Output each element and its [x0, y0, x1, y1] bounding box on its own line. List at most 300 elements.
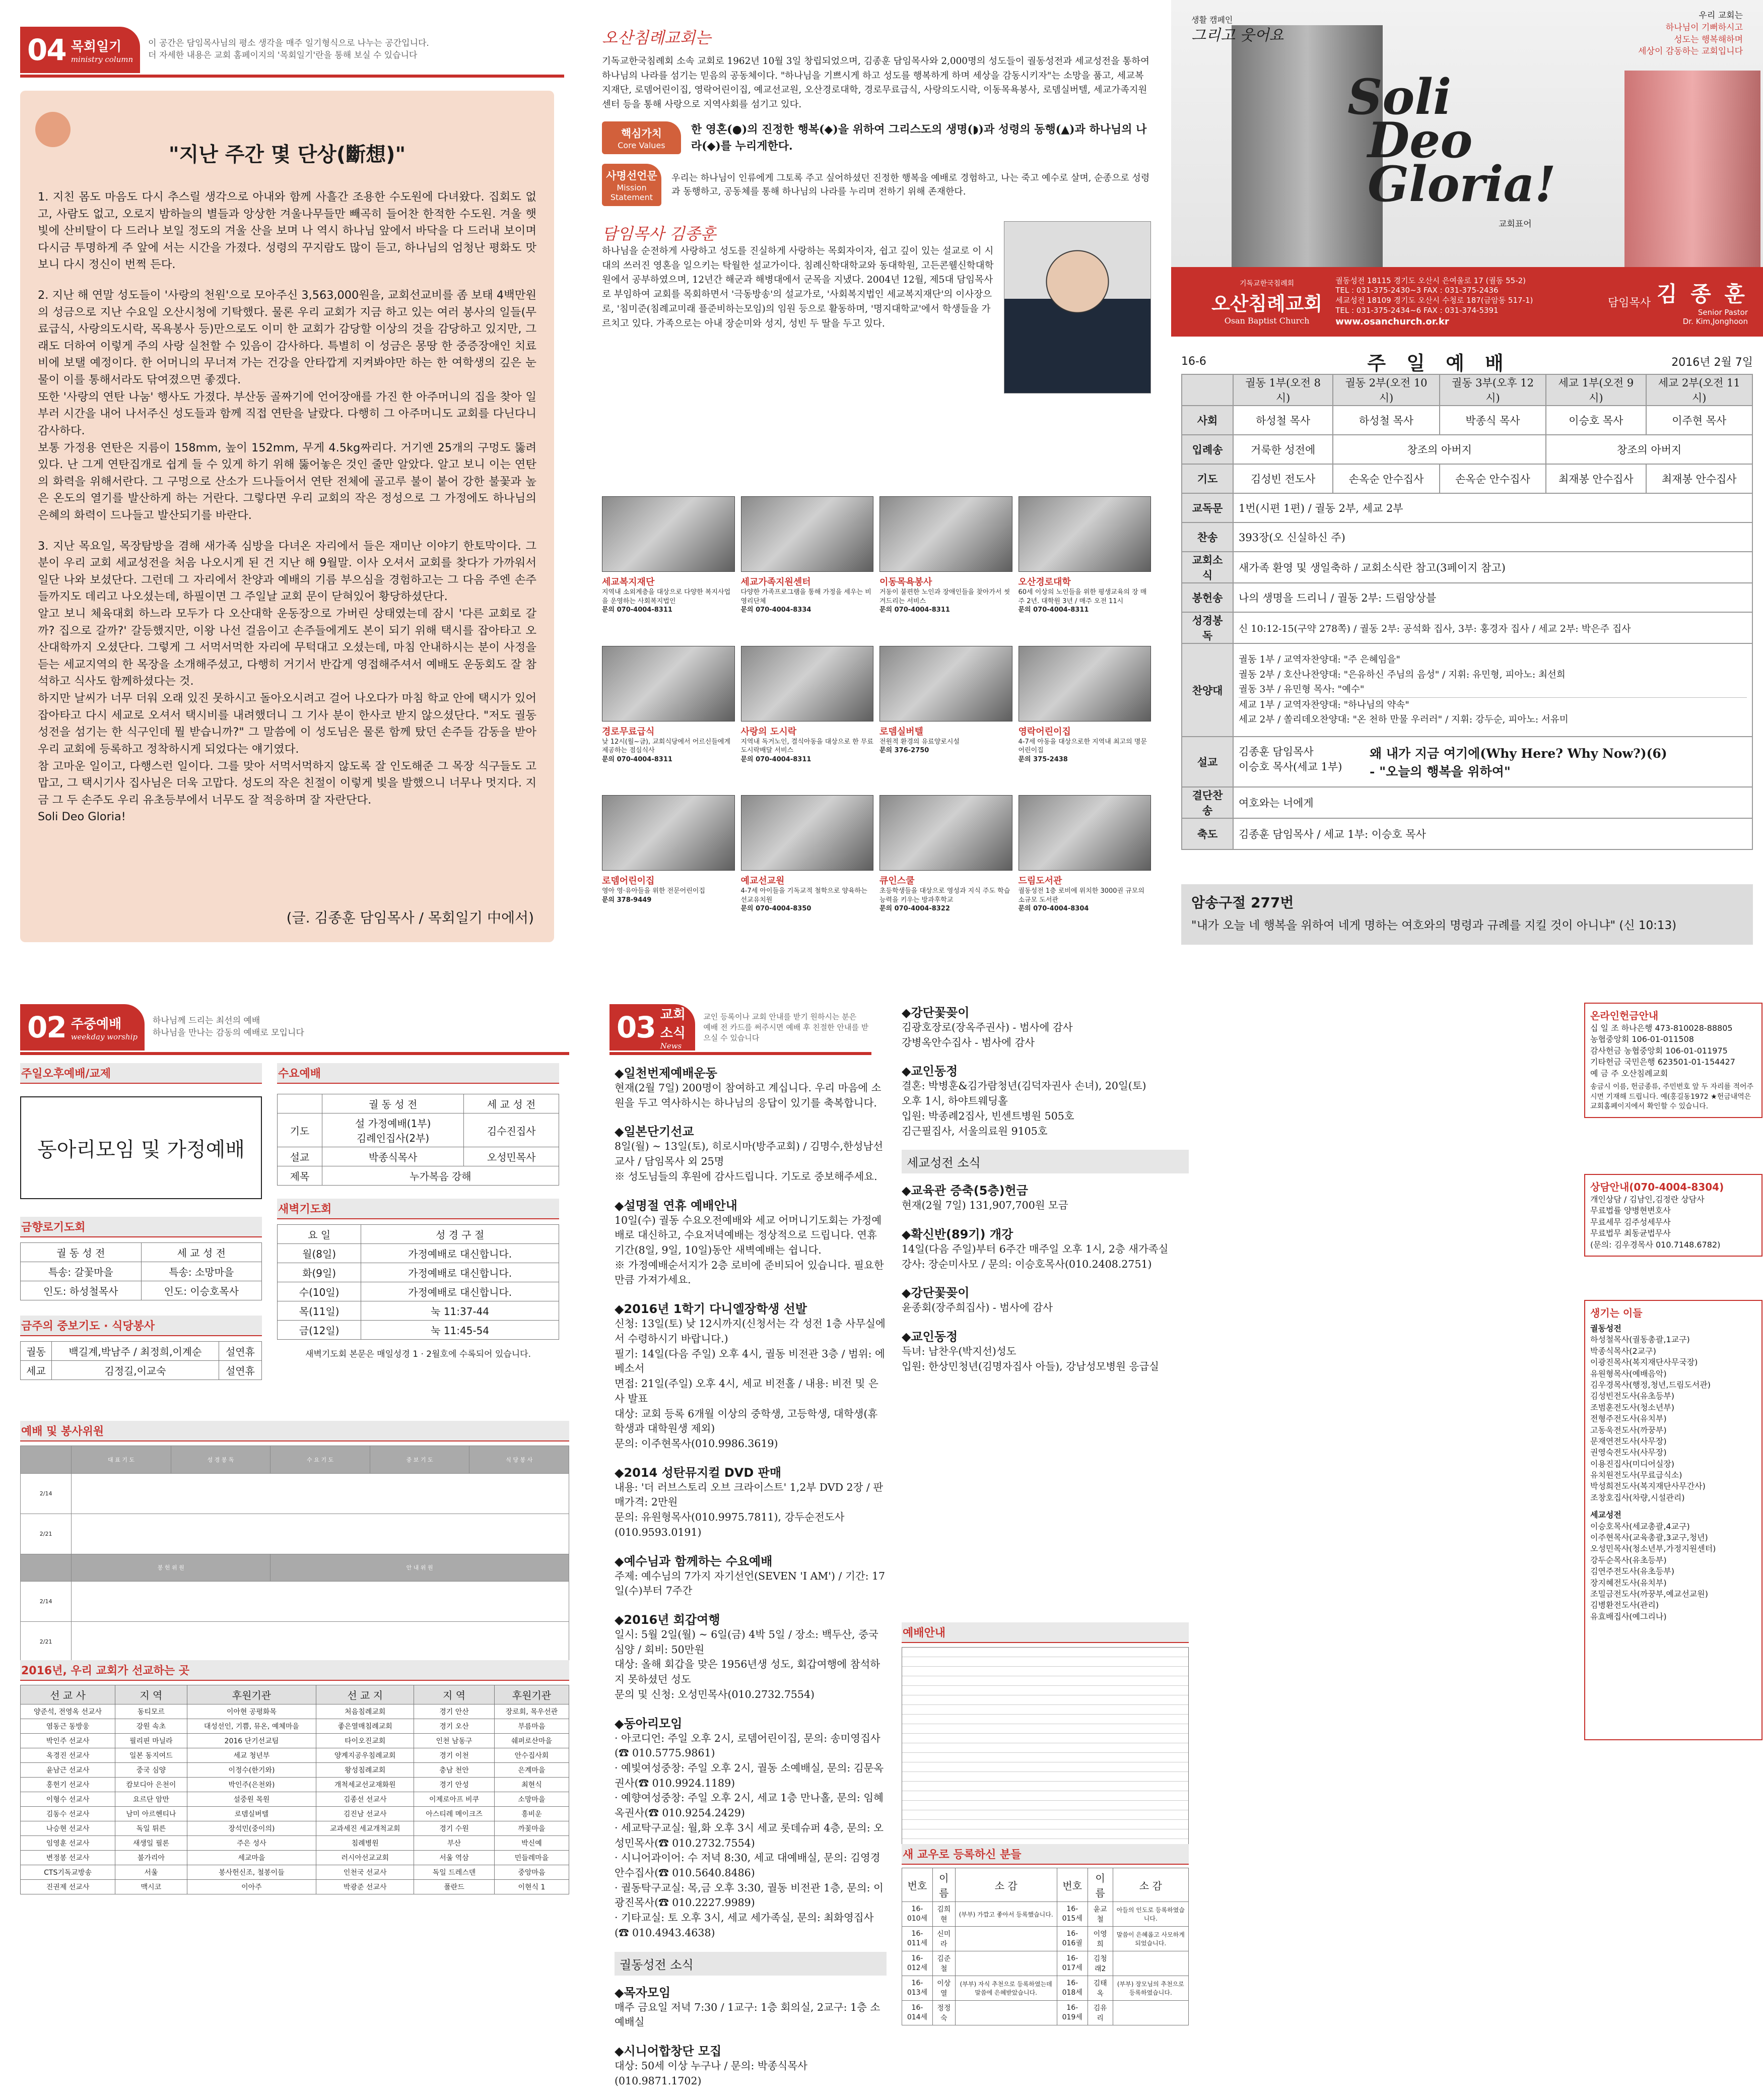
section-description	[153, 1015, 304, 1039]
cell: 16-011세	[902, 1927, 933, 1951]
cell: 화(9일)	[278, 1263, 361, 1282]
cell: 16-015세	[1057, 1902, 1088, 1927]
cell: 경기 이천	[414, 1748, 495, 1763]
col-header: 중 보 기 도	[370, 1446, 469, 1474]
news-body: 득녀: 남찬우(박지선)성도 입원: 한상민청년(김명자집사 아들), 강남성모병원 응급실	[902, 1345, 1159, 1372]
cell: 신미라	[932, 1927, 955, 1951]
staff-item: 박종식목사(2교구)	[1590, 1346, 1656, 1356]
desc-line: 이 공간은 담임목사님의 평소 생각을 매주 일기형식으로 나누는 공간입니다.	[148, 38, 429, 49]
cell: 주은 성사	[187, 1836, 316, 1851]
ministry-tel: 문의 070-4004-8311	[740, 755, 811, 763]
col-header: 궐 동 성 전	[21, 1243, 142, 1262]
cell: 특송: 갈꽃마을	[21, 1262, 142, 1281]
cell: 여호와는 너에게	[1233, 787, 1752, 818]
table-row	[902, 1976, 1189, 2001]
staff-item: 김병환전도사(관리)	[1590, 1600, 1659, 1610]
ministry-name: 오산경로대학	[1018, 577, 1071, 587]
cell: 윤교철	[1088, 1902, 1113, 1927]
cell: 독일 드레스덴	[414, 1865, 495, 1880]
section-heading: 예배 및 봉사위원	[20, 1421, 569, 1441]
cell: 16-014세	[902, 2001, 933, 2025]
staff-item: 유효배집사(예그리나)	[1590, 1611, 1667, 1621]
col-header: 성 경 구 절	[361, 1225, 559, 1244]
ministry-desc: 지역내 독거노인, 결식아동을 대상으로 한 무료 도시락배달 서비스	[740, 738, 873, 755]
cell: 목(11일)	[278, 1301, 361, 1321]
row-label: 기도	[278, 1113, 322, 1147]
ministry-card	[741, 496, 874, 641]
cell: 이아주	[187, 1880, 316, 1894]
news-item	[615, 1122, 887, 1184]
news-heading: ◆설명절 연휴 예배안내	[615, 1198, 737, 1213]
preacher: 이승호 목사(세교 1부)	[1239, 761, 1342, 773]
cell	[72, 1473, 569, 1514]
section-header	[20, 25, 564, 78]
choir-line: 궐동 2부 / 호산나찬양대: "은유하신 주님의 음성" / 지휘: 유민형, 피아노: 최선희	[1239, 669, 1566, 680]
table-row	[21, 1792, 569, 1807]
cell: 세교마을	[187, 1851, 316, 1865]
worship-header	[1181, 348, 1753, 375]
ministry-card	[741, 795, 874, 940]
cell: 은계마을	[494, 1763, 569, 1778]
cell: 김성빈 전도사	[1233, 464, 1333, 493]
cell: 손옥순 안수집사	[1333, 464, 1439, 493]
staff-group: 궐동성전	[1590, 1324, 1621, 1333]
cell: 손옥순 안수집사	[1440, 464, 1546, 493]
column-paragraph: 1. 지친 몸도 마음도 다시 추스릴 생각으로 아내와 함께 사흘간 조용한 수도원에 다녀왔다. 집회도 없고, 사람도 없고, 오로지 밤하늘의 별들과 앙상한 겨울나무들만 빼곡히 들어찬 한적한 수도원. 겨울 햇빛에 산비탈이 다 드러나 보일 정도의 겨울 산을 보며 나 역시 하나님 앞에서 바닥을 다 드러내 보이며 다시금 투명하게 주 앞에 서는 시간을 가졌다. 성령의 꾸지람도 많이 듣고, 하나님의 엄청난 평화도 맛보니 다시 정신이 번쩍 든다.	[38, 190, 536, 272]
news-item	[902, 1061, 1189, 1139]
service-col: 궐동 2부(오전 10시)	[1333, 374, 1439, 406]
ministry-tel: 문의 070-4004-8304	[1018, 905, 1089, 913]
staff-item: 김우경목사(행정,청년,드림도서관)	[1590, 1380, 1711, 1390]
motto-line: 세상이 감동하는 교회입니다	[1638, 46, 1743, 57]
ministry-photo	[1019, 496, 1151, 572]
staff-item: 유원형목사(예배음악)	[1590, 1368, 1667, 1379]
verse-text: "내가 오늘 네 행복을 위하여 네게 명하는 여호와의 명령과 규례를 지킬 것이 아니냐" (신 10:13)	[1191, 919, 1677, 932]
news-body: · 아코디언: 주일 오후 2시, 로뎀어린이집, 문의: 송미영집사(☎ 010.5775.9861) · 예빛여성중창: 주일 오후 2시, 궐동 소예배실, 문의: 김문옥권사(☎ 010.9924.1189) · 예향여성중창: 주일 오후 2시, 세교 1층 만나홀, 문의: 임혜옥권사(☎ 010.9254.2429) · 세교탁구교실: 월,화 오후 3시 세교 롯데슈퍼 4층, 문의: 오성민목사(☎ 010.2732.7554) · 시니어과이어: 수 저녁 8:30, 세교 대예배실, 문의: 김영경안수집사(☎ 010.5640.8486) · 궐동탁구교실: 목,금 오후 3:30, 궐동 비전관 1층, 문의: 이광진목사(☎ 010.2227.9989) · 기타교실: 토 오후 3시, 세교 세가족실, 문의: 최화영집사(☎ 010.4943.4638)	[615, 1732, 884, 1939]
ministry-name: 큐인스쿨	[879, 876, 915, 887]
cell: 이제로아프 비쿠	[414, 1792, 495, 1807]
section-heading: 2016년, 우리 교회가 선교하는 곳	[20, 1660, 569, 1681]
cell: 금(12일)	[278, 1321, 361, 1340]
col-header: 대 표 기 도	[72, 1446, 171, 1474]
cell: 요르단 암만	[115, 1792, 187, 1807]
dawn-prayer-table	[277, 1224, 559, 1340]
col-header: 소 감	[955, 1868, 1057, 1902]
col-header: 지 역	[115, 1685, 187, 1704]
col-header: 이름	[1088, 1868, 1113, 1902]
sermon-title: 왜 내가 지금 여기에(Why Here? Why Now?)(6)	[1370, 746, 1667, 761]
ministry-name: 예교선교원	[740, 876, 785, 887]
desc-line: 교인 등록이나 교회 안내를 받기 원하시는 분은	[703, 1012, 857, 1021]
staff-box	[1584, 1300, 1762, 1740]
cell: 가정예배로 대신합니다.	[361, 1282, 559, 1301]
staff-item: 유치원전도사(무료급식소)	[1590, 1470, 1682, 1480]
news-heading: ◆강단꽃꽂이	[902, 1286, 970, 1300]
cell: 장석민(중이의)	[187, 1821, 316, 1836]
table-row	[902, 1902, 1189, 1927]
cell: 부산	[414, 1836, 495, 1851]
news-item	[615, 2041, 887, 2088]
bulletin-date: 2016년 2월 7일	[1671, 356, 1753, 369]
section-description	[703, 1012, 871, 1043]
schedule-grid	[902, 1647, 1189, 1850]
ministry-desc: 궐동성전 1층 로비에 위치한 3000권 규모의 소규모 도서관	[1018, 887, 1144, 904]
staff-item: 박성희전도사(복지재단사무간사)	[1590, 1481, 1706, 1491]
ministry-name: 로뎀어린이집	[602, 876, 655, 887]
news-body: 14일(다음 주일)부터 6주간 매주일 오후 1시, 2층 새가족실 강사: 장순미사모 / 문의: 이승호목사(010.2408.2751)	[902, 1243, 1169, 1270]
section-number: 02	[27, 1010, 66, 1044]
cell: 봉사헌신조, 철봉이들	[187, 1865, 316, 1880]
staff-item: 강두순목사(유초등부)	[1590, 1555, 1667, 1565]
section-title: 주중예배	[71, 1016, 122, 1032]
cell: 세교 청년부	[187, 1748, 316, 1763]
column-paragraph: 3. 지난 목요일, 목장탐방을 겸해 새가족 심방을 다녀온 자리에서 들은 재미난 이야기 한토막이다. 그분이 우리 교회 세교성전을 처음 나오시게 된 건 지난 해 9월말. 이사 오셔서 교회를 찾다가 가까워서 일단 나와 보셨단다. 그런데 그 자리에서 찬양과 예배의 기름 부으심을 경험하고는 그 다음 주엔 손주들까지도 데리고 나오셨는데, 하필이면 그 주일날 교회 문이 닫혀있어 황당하셨단다. 알고 보니 체육대회 하느라 모두가 다 오산대학 운동장으로 가버린 상태였는데 잠시 '다른 교회로 갈까? 집으로 갈까?' 갈등했지만, 이왕 나선 걸음이고 손주들에게도 본이 되기 위해 택시를 잡아타고 오산대학까지 오셨단다. 그렇게 그 서먹서먹한 자리에 무턱대고 오셨는데, 마침 안내하시는 분이 사정을 듣는 세교지역의 한 목장을 소개해주셨고, 다행히 거기서 반갑게 영접해주셔서 예배도 운동회도 잘 참석하고 식사도 함께하셨다는 것. 하지만 날씨가 너무 더워 오래 있진 못하시고 돌아오시려고 걸어 나오다가 마침 학교 안에 택시가 있어 잡아타고 다시 세교로 오셔서 택시비를 내려했더니 그 기사 분이 한사코 받지 않으셨단다. "저도 궐동성전을 섬기는 한 식구인데 뭘 받습니까?" 그 말씀에 이 성도님은 물론 함께 탔던 손주들 감동을 받아 우리 교회에 등록하고 정착하시게 되었다는 얘기였다. 참 고마운 일이고, 다행스런 일이다. 그를 맞아 서먹서먹하지 않도록 잘 인도해준 그 목장 식구들도 고맙고, 그 택시기사 집사님은 더욱 고맙다. 성도의 작은 친절이 이렇게 빛을 발했으니 너무나 멋지다. 지금 그 두 손주도 우리 유초등부에서 너무도 잘 적응하며 잘 자란단다. Soli Deo Gloria!	[38, 539, 536, 824]
date-cell: 2/14	[21, 1582, 72, 1622]
col-header: 후원기관	[187, 1685, 316, 1704]
cell: 2016 단기선교팀	[187, 1734, 316, 1748]
cell: 경기 수원	[414, 1821, 495, 1836]
ministry-desc: 60세 이상의 노인들을 위한 평생교육의 장 매주 2년. 대학원 3년 / 매주 오전 11시	[1018, 588, 1147, 605]
column-body	[38, 189, 536, 839]
table-row	[21, 1880, 569, 1894]
section-heading: 수요예배	[277, 1063, 559, 1084]
column-signature: (글. 김종훈 담임목사 / 목회일기 中에서)	[286, 909, 534, 926]
row-label: 교독문	[1182, 493, 1233, 522]
denomination: 기독교한국침례회	[1240, 280, 1295, 288]
section-heading: 예배안내	[902, 1622, 1189, 1643]
news-heading: ◆확신반(89기) 개강	[902, 1227, 1013, 1242]
staff-item: 하성철목사(궐동총괄,1교구)	[1590, 1335, 1690, 1345]
row-label: 성경봉독	[1182, 612, 1233, 643]
date-cell: 2/14	[21, 1473, 72, 1514]
cell: 백길계,박남주 / 최정희,이계순	[51, 1342, 219, 1361]
news-heading: ◆2014 성탄뮤지컬 DVD 판매	[615, 1465, 782, 1480]
staff-item: 이용진집사(미디어실장)	[1590, 1459, 1675, 1469]
desc-line: 더 자세한 내용은 교회 홈페이지의 '목회일기'란을 통해 보실 수 있습니다	[148, 50, 418, 60]
cell: 침례병원	[316, 1836, 414, 1851]
ministry-name: 이동목욕봉사	[879, 577, 932, 587]
ministry-desc: 거동이 불편한 노인과 장애인들을 찾아가서 씻겨드리는 서비스	[879, 588, 1010, 605]
ministry-photo	[602, 646, 735, 721]
news-body: 김광호장로(장옥주권사) - 범사에 감사 강병옥안수집사 - 범사에 감사	[902, 1021, 1073, 1048]
info-line: 개인상담 / 김남인,김정란 상담사	[1590, 1195, 1705, 1204]
news-item	[902, 1180, 1189, 1213]
issue-number: 16-6	[1181, 355, 1206, 368]
ministry-desc: 영아 영·유아들을 위한 전문어린이집	[602, 887, 705, 895]
table-row	[902, 1927, 1189, 1951]
col-header: 번호	[902, 1868, 933, 1902]
info-line: 무료법률 양병현변호사	[1590, 1206, 1671, 1216]
section-title: 목회일기	[71, 39, 122, 54]
staff-item: 김연주전도사(유초등부)	[1590, 1566, 1675, 1577]
ministry-desc: 다양한 가족프로그램을 통해 가정을 세우는 비영리단체	[740, 588, 871, 605]
worship-title: 주 일 예 배	[1367, 352, 1511, 374]
date-cell: 2/21	[21, 1622, 72, 1662]
motto-line: 성도는 행복해하며	[1674, 34, 1743, 45]
row-label: 축도	[1182, 818, 1233, 849]
info-note: 송금시 이름, 헌금종류, 주민번호 앞 두 자리를 적어주시면 기재해 드립니다. 예(홍길동1972 ★헌금내역은 교회홈페이지에서 확인할 수 있습니다.	[1590, 1082, 1754, 1111]
news-heading: ◆2016년 회갑여행	[615, 1612, 720, 1627]
core-values-tag	[602, 121, 681, 154]
section-subtitle: News	[660, 1041, 682, 1051]
info-line: 농협중앙회 106-01-011508	[1590, 1034, 1694, 1044]
choir-line: 세교 2부 / 쏠리데오찬양대: "온 천하 만물 우러러" / 지휘: 강두순, 피아노: 서유미	[1239, 714, 1569, 726]
table-row	[21, 1763, 569, 1778]
motto-word: Deo	[1368, 112, 1473, 169]
news-heading: ◆교인동정	[902, 1064, 958, 1079]
row-label: 봉헌송	[1182, 583, 1233, 612]
choir-cell	[1233, 643, 1752, 737]
pastor-title: 담임목사 김종훈	[602, 224, 716, 243]
cell: 김종선 선교사	[316, 1792, 414, 1807]
news-body: 내용: '더 러브스토리 오브 크라이스트' 1,2부 DVD 2장 / 판매가격: 2만원 문의: 유원형목사(010.9975.7811), 강두순전도사(010.9593.0191)	[615, 1481, 884, 1538]
news-item	[615, 1983, 887, 2030]
choir-line: 세교 1부 / 교역자찬양대: "하나님의 약속"	[1239, 697, 1747, 713]
cell: 궐동	[21, 1342, 52, 1361]
ministry-name: 경로무료급식	[602, 726, 655, 737]
staff-item: 김성빈전도사(유초등부)	[1590, 1391, 1675, 1401]
website-link[interactable]: www.osanchurch.or.kr	[1335, 316, 1449, 327]
address-line: 궐동성전 18115 경기도 오산시 은여울로 17 (궐동 55-2)	[1335, 276, 1526, 285]
cell: 로뎀실버텔	[187, 1807, 316, 1821]
cell: 이영희	[1088, 1927, 1113, 1951]
cell: 이주현 목사	[1646, 406, 1753, 435]
news-heading: ◆목자모임	[615, 1985, 671, 2000]
weekday-worship-page	[20, 1003, 569, 1935]
tag-en: Core Values	[618, 141, 665, 151]
ministry-name: 로뎀실버텔	[879, 726, 923, 737]
cell: 16-017세	[1057, 1951, 1088, 1976]
cell: 아스티레 메이크즈	[414, 1807, 495, 1821]
cell: 16-019세	[1057, 2001, 1088, 2025]
cell: 거룩한 성전에	[1233, 435, 1333, 464]
ministry-card	[602, 646, 735, 791]
column-box	[20, 91, 554, 942]
counsel-info	[1584, 1174, 1762, 1257]
table-row	[21, 1778, 569, 1792]
ministry-photo	[602, 795, 735, 871]
corner-cell	[1182, 374, 1233, 406]
section-number: 03	[617, 1010, 655, 1044]
cell: 설연휴	[219, 1342, 261, 1361]
news-page	[609, 1003, 1194, 2087]
cell: 인도: 하성철목사	[21, 1281, 142, 1300]
ministry-desc: 4-7세 아동을 대상으로한 지역내 최고의 명문 어린이집	[1018, 738, 1147, 755]
worship-schedule	[902, 1622, 1189, 1850]
row-label: 입례송	[1182, 435, 1233, 464]
cell: 장로회, 목우선관	[494, 1704, 569, 1719]
ministry-tel: 문의 070-4004-8311	[879, 606, 950, 614]
news-heading: ◆강단꽃꽂이	[902, 1006, 970, 1020]
ministry-card	[879, 496, 1012, 641]
ministry-tel: 문의 378-9449	[602, 896, 652, 904]
date-cell: 2/21	[21, 1514, 72, 1554]
news-item	[902, 1283, 1189, 1316]
cell: 윤남근 선교사	[21, 1763, 115, 1778]
cell: 맥시코	[115, 1880, 187, 1894]
column-page	[20, 25, 564, 947]
section-number: 04	[27, 33, 66, 67]
ministry-card	[602, 496, 735, 641]
tag-ko: 사명선언문	[606, 169, 657, 182]
cell: 나승현 선교사	[21, 1821, 115, 1836]
cell: 옥경진 선교사	[21, 1748, 115, 1763]
ministry-name: 사랑의 도시락	[740, 726, 797, 737]
cell: 동티모르	[115, 1704, 187, 1719]
pastor-label: 담임목사	[1608, 296, 1651, 309]
staff-item: 이주현목사(교육총괄,3교구,청년)	[1590, 1533, 1708, 1543]
box-heading: 생기는 이들	[1590, 1307, 1643, 1319]
pastor-title-en: Senior Pastor	[1698, 308, 1748, 317]
cell: 김희현	[932, 1902, 955, 1927]
cell: 충남 천안	[414, 1763, 495, 1778]
core-values-text: 한 영혼(●)의 진정한 행복(◆)을 위하여 그리스도의 생명(◗)과 성령의 동행(▲)과 하나님의 나라(◆)를 누리게한다.	[691, 122, 1147, 153]
section-title: 교회소식	[660, 1007, 686, 1041]
table-row	[21, 1734, 569, 1748]
cell: 민들레마을	[494, 1851, 569, 1865]
section-header	[609, 1003, 871, 1055]
row-label: 교회소식	[1182, 552, 1233, 583]
cell: 이형수 선교사	[21, 1792, 115, 1807]
cell: 수(10일)	[278, 1282, 361, 1301]
ministry-name: 세교복지재단	[602, 577, 655, 587]
section-header	[20, 1003, 569, 1055]
cell: 진권제 선교사	[21, 1880, 115, 1894]
row-label: 설교	[278, 1147, 322, 1166]
section-description	[148, 38, 429, 62]
cell: 양준석, 전영옥 선교사	[21, 1704, 115, 1719]
motto-line: 하나님이 기뻐하시고	[1665, 22, 1743, 33]
col-header: 세 교 성 전	[464, 1094, 559, 1113]
section-badge	[20, 1004, 145, 1051]
column-paragraph: 2. 지난 해 연말 성도들이 '사랑의 천원'으로 모아주신 3,563,000원을, 교회선교비를 좀 보태 4백만원의 성금으로 지난 수요일 오산시청에 기탁했다. 물론 우리 교회가 지금 하고 있는 여러 봉사의 일들(무료급식, 사랑의도시락, 목욕봉사 등)만으로도 이미 한 교회가 감당할 이상의 것을 감당하고 있지만, 그래도 더하여 이렇게 주의 사랑 실천할 수 있음이 감사하다. 특별히 이 성금은 몽땅 한 중증장애인 치료비에 보탤 예정이다. 한 어머니의 무너져 가는 건강을 안타깝게 지켜봐야만 하는 한 여학생의 깊은 눈물이 이를 통해서라도 닦여졌으면 좋겠다. 또한 '사랑의 연탄 나눔' 행사도 가졌다. 부산동 골짜기에 언어장애를 가진 한 아주머니의 집을 찾아 일부러 시간을 내어 나서주신 성도들과 함께 직접 연탄을 날랐다. 다행히 그 아주머니도 교회를 다닌다니 감사하다. 보통 가정용 연탄은 지름이 158mm, 높이 152mm, 무게 4.5kg짜리다. 거기엔 25개의 구멍도 뚫려있다. 난 그게 연탄집개로 쉽게 들 수 있게 하기 위해 뚫어놓은 것인 줄만 알았다. 알고 보니 이는 연탄의 화력을 위해서란다. 그 구멍으로 산소가 드나들어서 연탄 전체에 골고루 불이 붙어 강한 불꽃과 높은 온도의 열기를 발산하게 하는 거란다. 그렇다면 우리 교회의 작은 정성으로 그 가정에도 하나님의 은혜의 화력이 드나들고 발산되기를 바란다.	[38, 289, 536, 522]
helper-table	[20, 1341, 262, 1380]
column-title: "지난 주간 몇 단상(斷想)"	[168, 143, 406, 166]
ministry-card	[741, 646, 874, 791]
cover-page	[1171, 0, 1763, 947]
row-label: 기도	[1182, 464, 1233, 493]
section-heading: 금주의 중보기도 · 식당봉사	[20, 1316, 262, 1336]
cell: 16-016궐	[1057, 1927, 1088, 1951]
cell	[72, 1514, 569, 1554]
section-heading: 새 교우로 등록하신 분들	[902, 1844, 1189, 1865]
cell	[955, 1927, 1057, 1951]
sunday-pm-box: 동아리모임 및 가정예배	[20, 1096, 262, 1199]
sidebar-page	[1206, 1003, 1754, 1935]
news-heading: ◆시니어합창단 모집	[615, 2044, 722, 2059]
ministry-tel: 문의 070-4004-8322	[879, 905, 950, 913]
pastor-info	[1608, 278, 1748, 326]
cell: (부부) 가깝고 좋아서 등록했습니다.	[955, 1902, 1057, 1927]
cell: 하성철 목사	[1333, 406, 1439, 435]
cell: 16-010세	[902, 1902, 933, 1927]
col-header: 세 교 성 전	[141, 1243, 262, 1262]
pastor-bio: 하나님을 순전하게 사랑하고 성도를 진실하게 사랑하는 목회자이자, 쉽고 깊이 있는 설교로 이 시대의 쓰러진 영혼을 일으키는 탁월한 설교가이다. 침례신학대학교와 동대학원, 고든콘웰신학대학원에서 공부하였으며, 12년간 해군과 해병대에서 군목을 지냈다. 2004년 12월, 제5대 담임목사로 부임하여 교회를 목회하면서 '극동방송'의 설교가로, '사회복지법인 세교복지재단'의 이사장으로, '침미준(침례교미래 플준비하는모임)의 임원 등으로 활동하며, '명지대학교'에서 학생들을 가르치고 있다. 가족으로는 아내 장순미와 성지, 성빈 두 딸을 두고 있다.	[602, 245, 994, 329]
ministry-tel: 문의 070-4004-8334	[740, 606, 811, 614]
church-name-en: Osan Baptist Church	[1224, 316, 1310, 325]
col-header: 번호	[1057, 1868, 1088, 1902]
campaign-small: 생활 캠페인	[1191, 15, 1233, 25]
pastor-section	[602, 221, 1151, 387]
mission-text: 우리는 하나님이 인류에게 그토록 주고 싶어하셨던 진정한 행복을 예배로 경험하고, 나는 죽고 예수로 살며, 순종으로 성령과 동행하고, 공동체를 통해 하나님의 나라를 누리며 전하기 위해 존재한다.	[671, 172, 1150, 197]
choir-line: 궐동 1부 / 교역자찬양대: "주 은혜임을"	[1239, 654, 1400, 666]
ministry-photo	[741, 496, 874, 572]
cell: 세교	[21, 1361, 52, 1380]
cell: 김준철	[932, 1951, 955, 1976]
cell: 박인주(은천와)	[187, 1778, 316, 1792]
memory-verse	[1181, 884, 1753, 945]
cell: 일본 동지여드	[115, 1748, 187, 1763]
cell	[72, 1582, 569, 1622]
campus-band: 세교성전 소식	[902, 1150, 1189, 1173]
cell: 이아현 공평화목	[187, 1704, 316, 1719]
cell: 김유리	[1088, 2001, 1113, 2025]
cell: 오성민목사	[464, 1147, 559, 1166]
friday-prayer-table	[20, 1242, 262, 1300]
intro-text: 기독교한국침례회 소속 교회로 1962년 10월 3일 창립되었으며, 김종훈 담임목사와 2,000명의 성도들이 궐동성전과 세교성전을 통하여 하나님의 나라를 섬기는 믿음의 공동체이다. "하나님을 기쁘시게 하고 성도를 행복하게 하며 세상을 감동시키자"는 소망을 품고, 세교복지재단, 로뎀어린이집, 영락어린이집, 예교선교원, 오산경로대학, 경로무료급식, 사랑의도시락, 이동목욕봉사, 로뎀실버텔, 세교가족지원센터 등을 통해 사랑으로 지역사회를 섬기고 있다.	[602, 56, 1149, 110]
cell: 경기 안성	[414, 1778, 495, 1792]
cell: 16-018세	[1057, 1976, 1088, 2001]
cell: 양계지공우침례교회	[316, 1748, 414, 1763]
cell: 안수집사회	[494, 1748, 569, 1763]
news-item	[615, 1196, 887, 1288]
row-label: 찬양대	[1182, 643, 1233, 737]
cover-image	[1171, 0, 1763, 267]
cell: 박신예	[494, 1836, 569, 1851]
cell: 처음침례교회	[316, 1704, 414, 1719]
service-col: 세교 2부(오전 11시)	[1646, 374, 1753, 406]
ministry-tel: 문의 070-4004-8311	[602, 606, 672, 614]
section-heading: 새벽기도회	[277, 1199, 559, 1219]
ministry-photo	[602, 496, 735, 572]
col-header: 궐 동 성 전	[322, 1094, 464, 1113]
cell	[955, 1951, 1057, 1976]
row-label: 사회	[1182, 406, 1233, 435]
cell: 경기 안산	[414, 1704, 495, 1719]
row-label: 제목	[278, 1166, 322, 1186]
news-item	[902, 1224, 1189, 1272]
news-left-column	[615, 1063, 887, 2100]
info-line: 무료세무 김주성세무사	[1590, 1217, 1671, 1227]
section-subtitle: ministry column	[71, 54, 133, 64]
cell	[1113, 2001, 1188, 2025]
staff-item: 전형주전도사(유치부)	[1590, 1414, 1667, 1424]
mission-tag	[602, 164, 661, 206]
news-body: 주제: 예수님의 7가지 자기선언(SEVEN 'I AM') / 기간: 17일(수)부터 7주간	[615, 1569, 886, 1597]
cell: 가정예배로 대신합니다.	[361, 1244, 559, 1263]
ministry-photo	[1019, 795, 1151, 871]
motto-latin	[1347, 69, 1556, 213]
section-heading: 주일오후예배/교제	[20, 1063, 262, 1084]
staff-item: 문재연전도사(사무장)	[1590, 1436, 1667, 1446]
verse-title: 암송구절 277번	[1191, 894, 1294, 911]
row-label: 결단찬송	[1182, 787, 1233, 818]
cell: 나의 생명을 드리니 / 궐동 2부: 드림앙상블	[1233, 583, 1752, 612]
ministry-card	[1019, 646, 1151, 791]
cell: 서울	[115, 1865, 187, 1880]
cell: 특송: 소망마을	[141, 1262, 262, 1281]
ministry-card	[879, 646, 1012, 791]
cell: 서울 역삼	[414, 1851, 495, 1865]
ministry-desc: 전원적 환경의 유료양로시설	[879, 738, 960, 746]
ministry-photo	[879, 496, 1012, 572]
tag-en: Mission Statement	[610, 182, 653, 202]
cell: 눅 11:37-44	[361, 1301, 559, 1321]
address-line: TEL : 031-375-2434~6 FAX : 031-374-5391	[1335, 305, 1499, 315]
cell: 인도: 이승호목사	[141, 1281, 262, 1300]
section-subtitle: weekday worship	[71, 1032, 138, 1041]
sermon-subtitle: - "오늘의 행복을 위하여"	[1370, 764, 1511, 779]
